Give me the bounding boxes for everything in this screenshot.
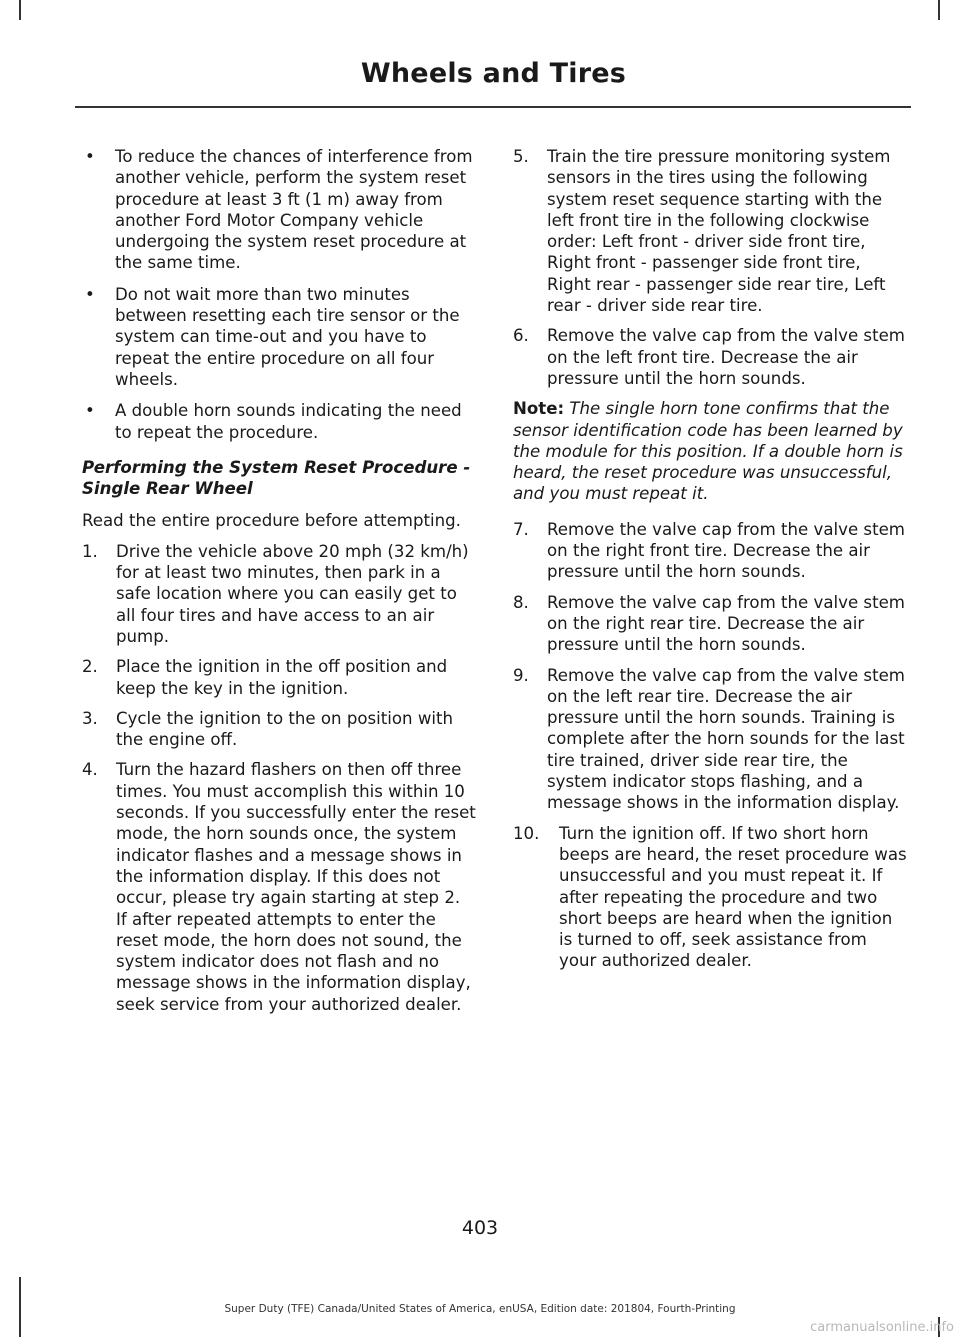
page-number: 403	[461, 1217, 499, 1239]
step-item	[82, 656, 476, 699]
step-number: 1.	[82, 541, 98, 561]
step-text: Remove the valve cap from the valve stem on the left front tire. Decrease the air pressure until the horn sounds.	[547, 326, 905, 388]
list-item: • A double horn sounds indicating the need to repeat the procedure.	[82, 400, 476, 443]
step-item	[513, 146, 909, 316]
crop-mark-top-right	[938, 0, 940, 20]
step-number: 7.	[513, 519, 529, 539]
footer-text: Super Duty (TFE) Canada/United States of America, enUSA, Edition date: 201804, Fourth-Printing	[224, 1303, 736, 1315]
step-text: Remove the valve cap from the valve stem on the left rear tire. Decrease the air pressure until the horn sounds. Training is complete after the horn sounds for the last tire trained, driver side rear tire, the system indicator stops flashing, and a message shows in the information display.	[547, 665, 905, 813]
step-number: 4.	[82, 760, 98, 780]
note-text: The single horn tone confirms that the sensor identification code has been learned by the module for this position. If a double horn is heard, the reset procedure was unsuccessful, and you must repeat it.	[513, 399, 903, 504]
step-number: 9.	[513, 665, 529, 685]
step-text: Remove the valve cap from the valve stem on the right rear tire. Decrease the air pressure until the horn sounds.	[547, 592, 905, 655]
step-number: 2.	[82, 657, 98, 677]
steps-list	[513, 519, 909, 972]
step-item	[513, 325, 909, 389]
steps-list	[513, 146, 909, 389]
crop-mark-top-left	[19, 0, 21, 20]
step-item	[513, 519, 909, 583]
list-item: • To reduce the chances of interference from another vehicle, perform the system reset procedure at least 3 ft (1 m) away from another Ford Motor Company vehicle undergoing the system reset procedure at the same time.	[82, 146, 476, 274]
header-divider	[75, 106, 911, 108]
step-number: 3.	[82, 708, 98, 728]
step-text: Train the tire pressure monitoring system sensors in the tires using the following system reset sequence starting with the left front tire in the following clockwise order: Left front - driver side front tire, Right front - passenger side front tire, Right rear - passenger side rear tire, Left rear - driver side rear tire.	[547, 147, 891, 316]
note-label: Note:	[513, 399, 565, 419]
step-text: Turn the hazard flashers on then off three times. You must accomplish this within 10 seconds. If you successfully enter the reset mode, the horn sounds once, the system indicator flashes and a message shows in the information display. If this does not occur, please try again starting at step 2. If after repeated attempts to enter the reset mode, the horn does not sound, the system indicator does not flash and no message shows in the information display, seek service from your authorized dealer.	[116, 760, 476, 1014]
note-paragraph	[513, 398, 909, 504]
list-item: • Do not wait more than two minutes between resetting each tire sensor or the system can time-out and you have to repeat the entire procedure on all four wheels.	[82, 284, 476, 390]
step-item	[82, 708, 476, 751]
step-number: 6.	[513, 326, 529, 346]
page-title: Wheels and Tires	[360, 58, 626, 89]
step-number: 8.	[513, 592, 529, 612]
step-text: Place the ignition in the off position and keep the key in the ignition.	[116, 657, 448, 698]
step-item	[82, 759, 476, 1015]
step-item	[513, 823, 909, 972]
step-text: Remove the valve cap from the valve stem on the right front tire. Decrease the air pressure until the horn sounds.	[547, 519, 905, 582]
intro-paragraph: Read the entire procedure before attempting.	[82, 511, 461, 531]
bullet-list	[82, 146, 476, 443]
step-text: Turn the ignition off. If two short horn beeps are heard, the reset procedure was unsuccessful and you must repeat it. If after repeating the procedure and two short beeps are heard when the ignition is turned to off, seek assistance from your authorized dealer.	[559, 823, 907, 971]
step-text: Cycle the ignition to the on position with the engine off.	[116, 708, 454, 750]
step-number: 10.	[513, 823, 540, 843]
step-item	[513, 665, 909, 814]
watermark: carmanualsonline.info	[810, 1320, 954, 1335]
left-column	[82, 146, 476, 1024]
right-column	[513, 146, 909, 981]
step-item	[82, 541, 476, 647]
section-heading: Performing the System Reset Procedure - Single Rear Wheel	[82, 457, 471, 499]
steps-list	[82, 541, 476, 1015]
step-item	[513, 592, 909, 656]
step-text: Drive the vehicle above 20 mph (32 km/h) for at least two minutes, then park in a safe location where you can easily get to all four tires and have access to an air pump.	[116, 541, 469, 646]
step-number: 5.	[513, 147, 529, 166]
